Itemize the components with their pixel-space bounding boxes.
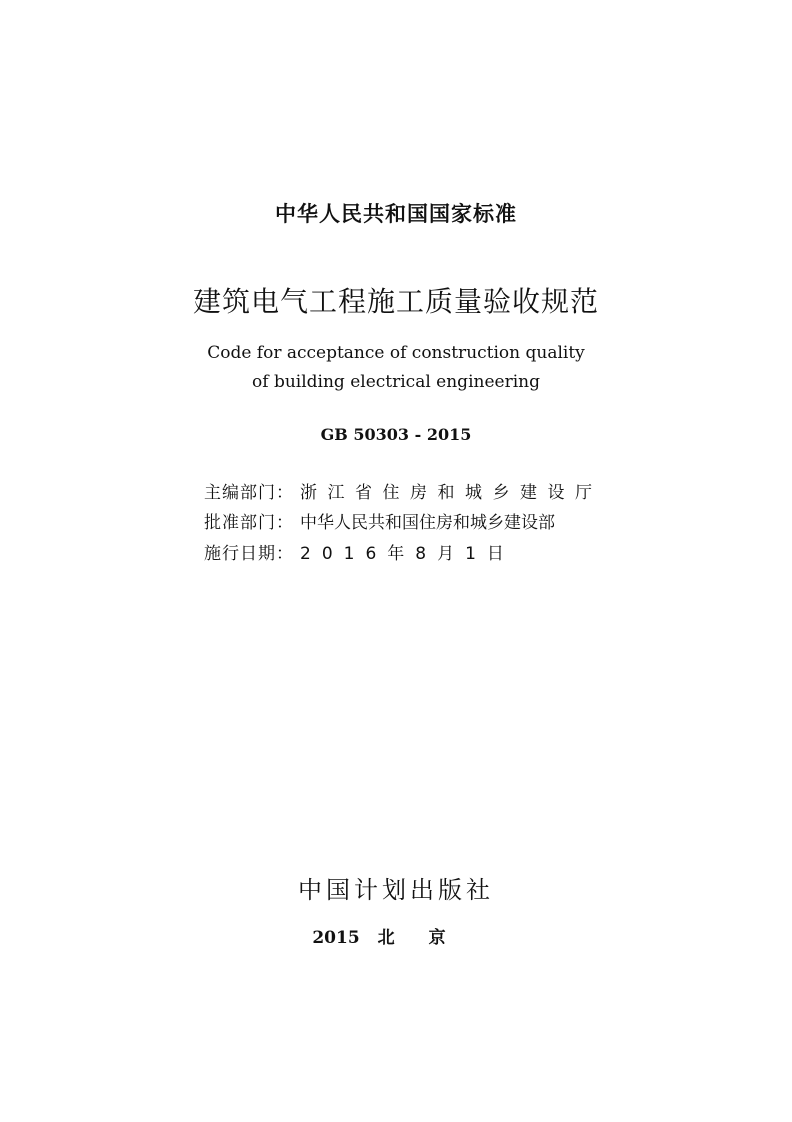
publisher-name: 中国计划出版社	[298, 876, 494, 904]
editor-label: 主编部门：	[204, 483, 294, 503]
effective-date-row	[204, 539, 515, 564]
publication-year: 2015	[312, 928, 360, 948]
publication-line	[0, 923, 792, 948]
document-title-zh: 建筑电气工程施工质量验收规范	[192, 285, 599, 318]
effective-date-value: 2016年8月1日	[300, 544, 515, 564]
document-title-en-line1: Code for acceptance of construction quality	[207, 343, 585, 363]
approver-label: 批准部门：	[204, 513, 294, 533]
editor-row	[204, 478, 603, 503]
approver-row	[204, 508, 555, 533]
approver-value: 中华人民共和国住房和城乡建设部	[300, 513, 555, 533]
publication-city: 北京	[377, 928, 480, 948]
standard-type-heading: 中华人民共和国国家标准	[275, 202, 517, 226]
standard-code: GB 50303 - 2015	[320, 425, 472, 444]
document-title-en-line2: of building electrical engineering	[252, 372, 540, 392]
editor-value: 浙江省住房和城乡建设厅	[300, 483, 603, 503]
effective-date-label: 施行日期：	[204, 544, 294, 564]
